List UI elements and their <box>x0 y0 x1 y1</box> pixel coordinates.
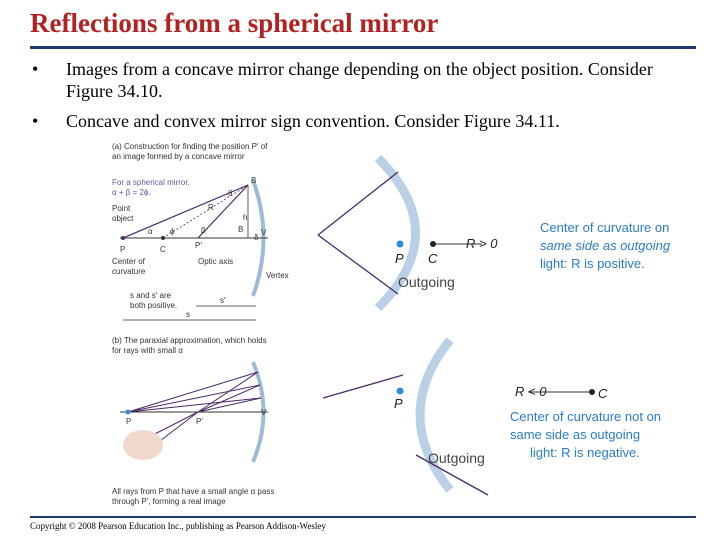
point-pp-label: P′ <box>195 241 202 250</box>
center-point <box>589 389 595 395</box>
point-c-label: C <box>160 245 166 254</box>
incoming-ray <box>323 375 403 398</box>
figure-c-caption: same side as outgoing <box>540 238 671 253</box>
radius-label: R <box>208 203 214 212</box>
outgoing-ray <box>318 235 398 294</box>
figure-c-caption: Center of curvature on <box>540 220 670 235</box>
bullet-item <box>32 58 692 102</box>
point-object-label: object <box>112 214 134 223</box>
point-p-label: P <box>126 417 132 426</box>
r-label: R > 0 <box>466 236 498 251</box>
bullet-item <box>32 110 692 132</box>
vertex-label: Vertex <box>266 271 289 280</box>
point-v-label: V <box>261 408 267 417</box>
theta-label: θ <box>228 189 233 198</box>
bullet-text: Concave and convex mirror sign convention. Consider Figure 34.11. <box>66 111 560 131</box>
figure-a-caption: an image formed by a concave mirror <box>112 152 245 161</box>
inset-magnifier <box>123 430 163 460</box>
point-p-label: P <box>120 245 126 254</box>
object-point <box>397 241 404 248</box>
center-label: Center of <box>112 257 145 266</box>
point-p-label: P <box>395 251 404 266</box>
point-object-label: Point <box>112 204 131 213</box>
point-v-label: V <box>261 228 267 237</box>
alpha-label: α <box>148 227 153 236</box>
center-label: curvature <box>112 267 146 276</box>
footer-divider <box>30 516 696 518</box>
bullet-marker: • <box>32 111 39 131</box>
object-point <box>121 236 125 240</box>
point-pp-label: P′ <box>196 417 203 426</box>
object-point <box>397 388 404 395</box>
figure-d-caption: light: R is negative. <box>530 445 640 460</box>
figure-d <box>323 340 661 495</box>
s-note: both positive. <box>130 301 178 310</box>
height-label: h <box>243 213 248 222</box>
figure-a-note: α + β = 2ϕ. <box>112 188 151 197</box>
figure-b-caption: (b) The paraxial approximation, which holds <box>112 336 267 345</box>
mirror-figures <box>108 140 708 512</box>
figure-c-caption: light: R is positive. <box>540 256 645 271</box>
bullet-marker: • <box>32 59 39 79</box>
outgoing-label: Outgoing <box>428 450 485 466</box>
bullet-text: Images from a concave mirror change depending on the object position. Consider Figure 34.10. <box>66 59 653 101</box>
s-note: s and s′ are <box>130 291 172 300</box>
optic-axis-label: Optic axis <box>198 257 234 266</box>
r-label: R < 0 <box>515 384 547 399</box>
title-divider <box>30 46 696 49</box>
object-point <box>126 410 131 415</box>
center-point <box>430 241 436 247</box>
figure-a-caption: (a) Construction for finding the position P′ of <box>112 142 268 151</box>
figure-a <box>112 142 289 320</box>
delta-label: δ <box>254 233 259 242</box>
figure-b <box>112 336 274 506</box>
point-b-label: B <box>238 225 244 234</box>
figure-d-caption: Center of curvature not on <box>510 409 662 424</box>
figure-b-bottom: through P′, forming a real image <box>112 497 226 506</box>
figure-d-caption: same side as outgoing <box>510 427 641 442</box>
center-point <box>161 236 165 240</box>
convex-mirror-d <box>420 340 450 490</box>
bullet-list <box>32 58 692 140</box>
beta-label: β <box>201 226 206 235</box>
sp-label: s′ <box>220 296 226 305</box>
figure-b-bottom: All rays from P that have a small angle α pass <box>112 487 275 496</box>
figure-a-note: For a spherical mirror, <box>112 178 190 187</box>
copyright-footer: Copyright © 2008 Pearson Education Inc., publishing as Pearson Addison-Wesley <box>30 521 326 531</box>
figure-c <box>318 158 671 308</box>
phi-label: ϕ <box>170 227 175 236</box>
point-b-top-label: B <box>251 176 257 185</box>
point-p-label: P <box>394 396 403 411</box>
point-c-label: C <box>428 251 438 266</box>
incoming-ray <box>318 172 398 235</box>
figure-b-caption: for rays with small α <box>112 346 183 355</box>
point-c-label: C <box>598 386 608 401</box>
slide-title: Reflections from a spherical mirror <box>30 8 439 38</box>
s-label: s <box>186 310 190 319</box>
outgoing-label: Outgoing <box>398 274 455 290</box>
